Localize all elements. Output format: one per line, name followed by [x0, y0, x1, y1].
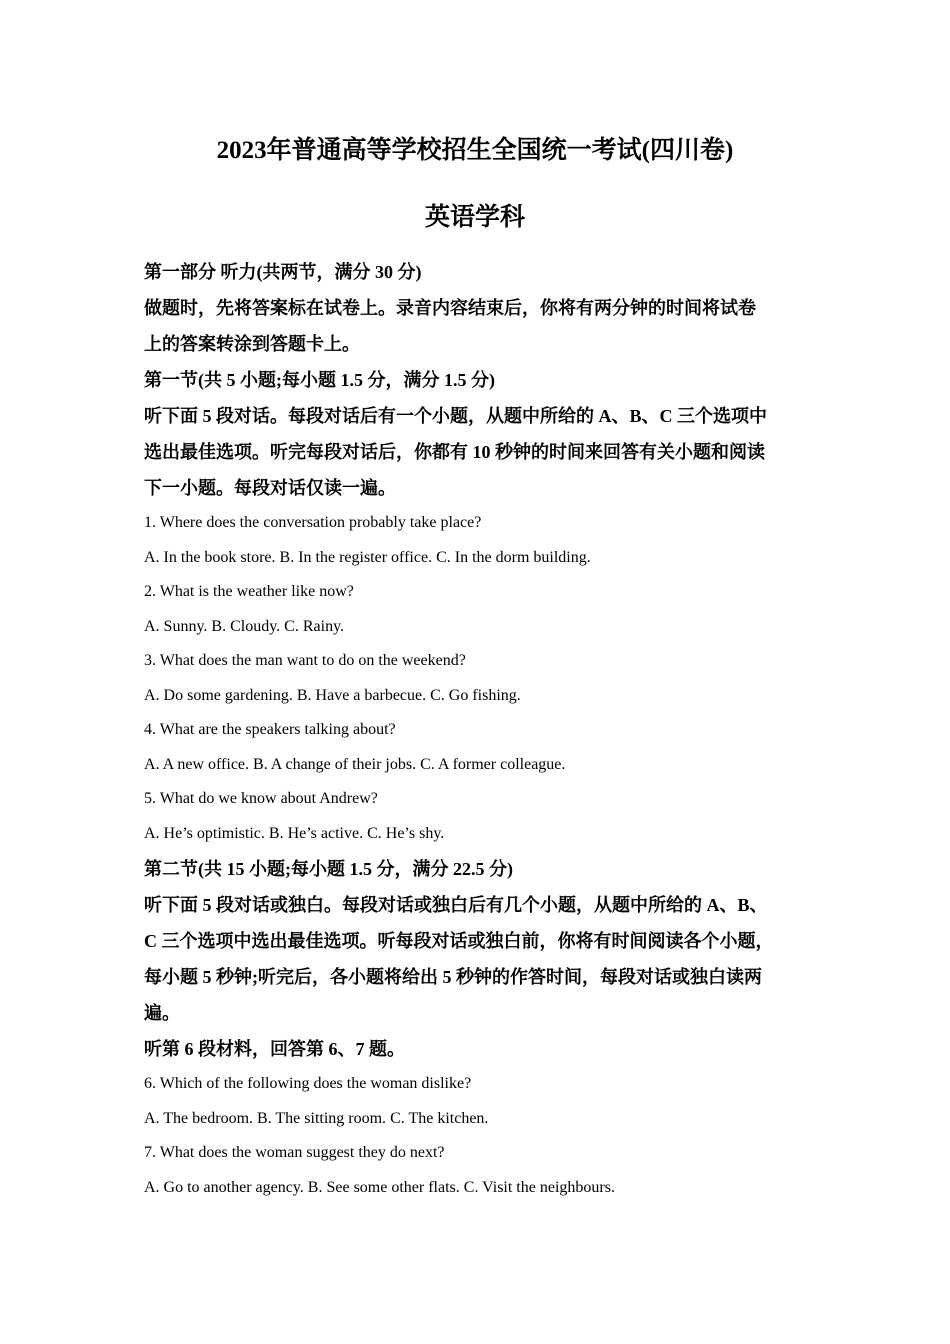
option-b: B. In the register office.	[279, 548, 433, 566]
section2-heading: 第二节(共 15 小题;每小题 1.5 分，满分 22.5 分)	[144, 859, 513, 879]
question-text: 6. Which of the following does the woman dislike?	[144, 1075, 472, 1092]
option-a: A. A new office.	[144, 755, 250, 773]
question-text: 3. What does the man want to do on the weekend?	[144, 652, 466, 669]
material-heading: 听第 6 段材料，回答第 6、7 题。	[144, 1039, 405, 1059]
option-c: C. The kitchen.	[390, 1109, 489, 1127]
section2-instruction-line: 听下面 5 段对话或独白。每段对话或独白后有几个小题，从题中所给的 A、B、	[144, 895, 768, 915]
exam-content	[144, 254, 810, 1205]
option-a: A. The bedroom.	[144, 1109, 254, 1127]
question-text: 4. What are the speakers talking about?	[144, 721, 396, 738]
question-text: 5. What do we know about Andrew?	[144, 790, 378, 807]
question-text: 7. What does the woman suggest they do next?	[144, 1144, 445, 1161]
option-a: A. Sunny.	[144, 617, 208, 635]
option-c: C. In the dorm building.	[436, 548, 591, 566]
question-options	[144, 1102, 810, 1137]
section2-instruction-line: 每小题 5 秒钟;听完后，各小题将给出 5 秒钟的作答时间，每段对话或独白读两	[144, 967, 762, 987]
question-text: 2. What is the weather like now?	[144, 583, 354, 600]
part1-instruction-line: 做题时，先将答案标在试卷上。录音内容结束后，你将有两分钟的时间将试卷	[144, 298, 756, 318]
option-a: A. Do some gardening.	[144, 686, 293, 704]
question-options	[144, 679, 810, 714]
part1-instruction-line: 上的答案转涂到答题卡上。	[144, 334, 360, 354]
question-options	[144, 1171, 810, 1206]
question-options	[144, 610, 810, 645]
part1-heading: 第一部分 听力(共两节，满分 30 分)	[144, 262, 422, 282]
question-text: 1. Where does the conversation probably take place?	[144, 514, 482, 531]
section1-instruction-line: 选出最佳选项。听完每段对话后，你都有 10 秒钟的时间来回答有关小题和阅读	[144, 442, 765, 462]
question-options	[144, 748, 810, 783]
section2-instruction-line: 遍。	[144, 1003, 180, 1023]
option-c: C. Go fishing.	[430, 686, 521, 704]
option-c: C. Visit the neighbours.	[463, 1178, 615, 1196]
option-a: A. Go to another agency.	[144, 1178, 304, 1196]
section1-instruction-line: 听下面 5 段对话。每段对话后有一个小题，从题中所给的 A、B、C 三个选项中	[144, 406, 768, 426]
question-options	[144, 541, 810, 576]
option-b: B. A change of their jobs.	[253, 755, 417, 773]
question-options	[144, 817, 810, 852]
option-b: B. He’s active.	[268, 824, 364, 842]
subject-title: 英语学科	[424, 204, 525, 231]
section1-heading: 第一节(共 5 小题;每小题 1.5 分，满分 1.5 分)	[144, 370, 495, 390]
section2-instruction-line: C 三个选项中选出最佳选项。听每段对话或独白前，你将有时间阅读各个小题，	[144, 931, 774, 951]
option-c: C. He’s shy.	[367, 824, 445, 842]
page-title: 2023年普通高等学校招生全国统一考试(四川卷)	[216, 137, 734, 164]
option-b: B. Cloudy.	[211, 617, 281, 635]
option-a: A. In the book store.	[144, 548, 276, 566]
option-a: A. He’s optimistic.	[144, 824, 265, 842]
option-b: B. Have a barbecue.	[296, 686, 427, 704]
option-b: B. See some other flats.	[307, 1178, 460, 1196]
option-b: B. The sitting room.	[257, 1109, 387, 1127]
section1-instruction-line: 下一小题。每段对话仅读一遍。	[144, 478, 396, 498]
option-c: C. A former colleague.	[420, 755, 566, 773]
option-c: C. Rainy.	[284, 617, 345, 635]
